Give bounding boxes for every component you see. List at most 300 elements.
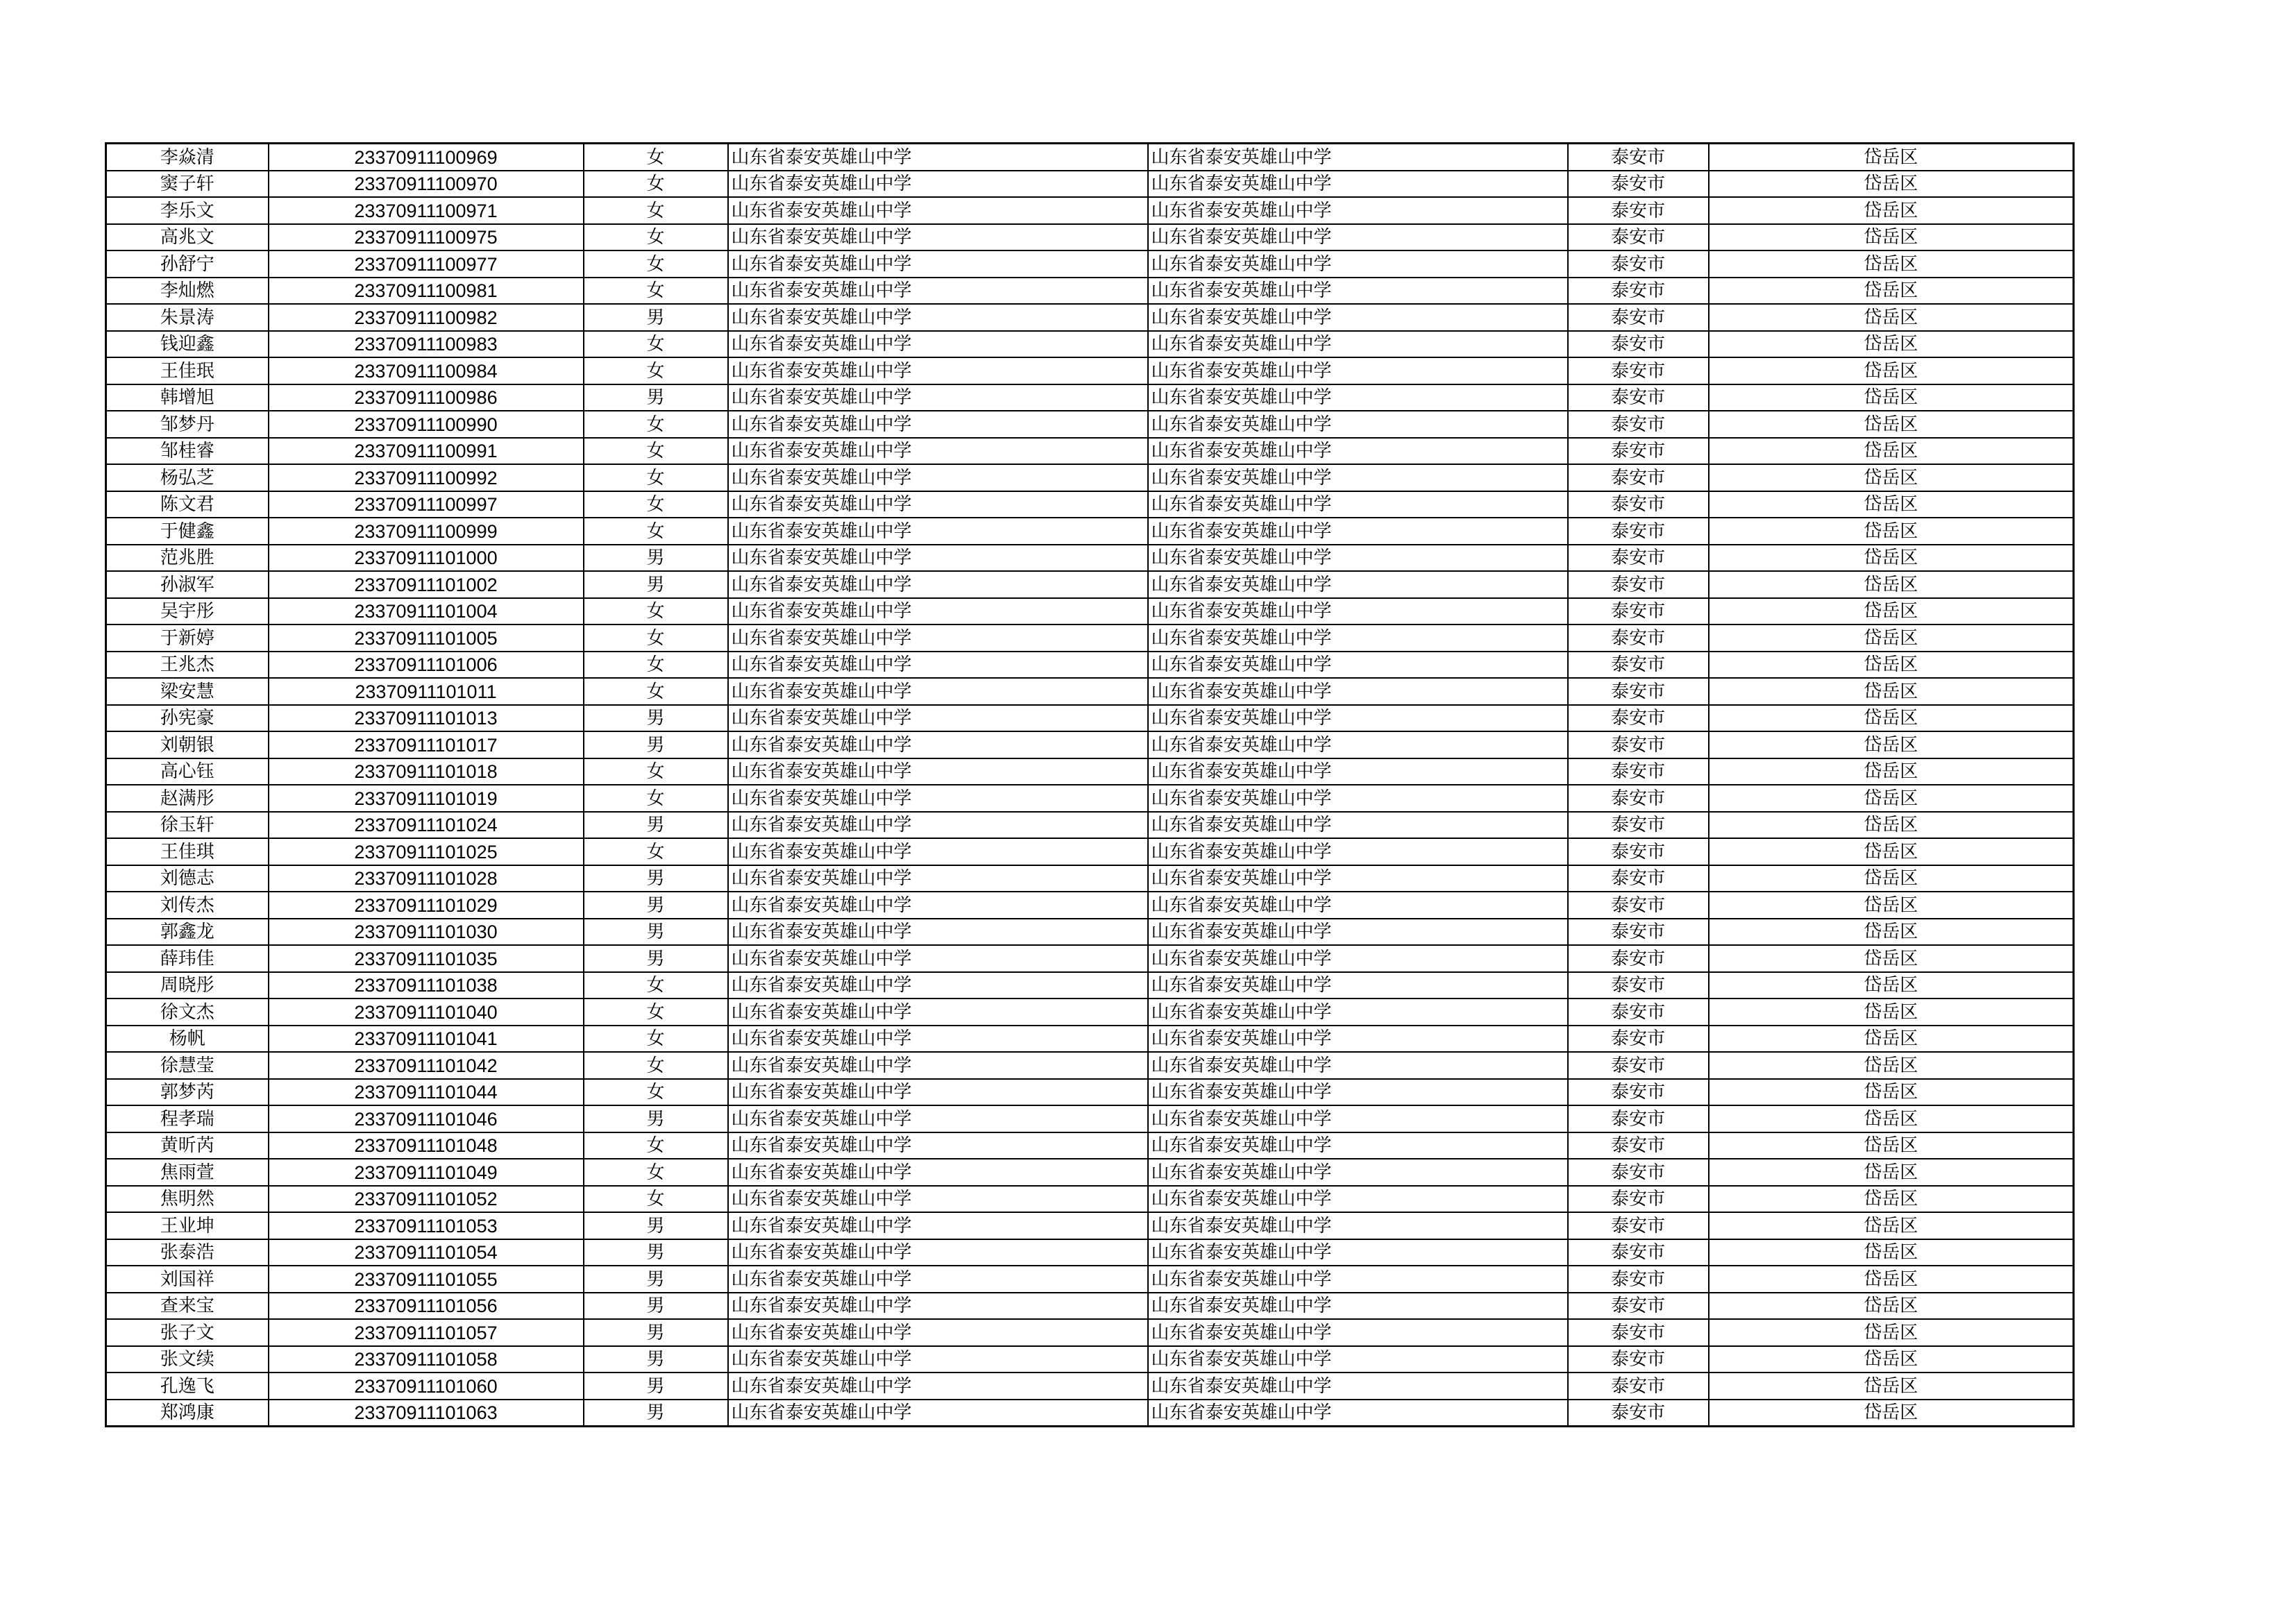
gender-cell: 女	[584, 464, 728, 491]
gender-cell: 女	[584, 491, 728, 518]
exam-number-cell: 23370911101024	[269, 812, 584, 839]
district-cell: 岱岳区	[1709, 1400, 2074, 1427]
table-row	[106, 1293, 2074, 1320]
city-cell: 泰安市	[1568, 785, 1709, 812]
student-name-cell: 焦明然	[106, 1186, 269, 1213]
table-row	[106, 571, 2074, 598]
district-cell: 岱岳区	[1709, 1239, 2074, 1266]
student-name-cell: 李乐文	[106, 197, 269, 224]
student-name-cell: 张文续	[106, 1346, 269, 1373]
exam-site-cell: 山东省泰安英雄山中学	[1148, 1186, 1568, 1213]
table-row	[106, 999, 2074, 1026]
district-cell: 岱岳区	[1709, 571, 2074, 598]
exam-number-cell: 23370911101004	[269, 598, 584, 625]
exam-site-cell: 山东省泰安英雄山中学	[1148, 1239, 1568, 1266]
gender-cell: 男	[584, 1293, 728, 1320]
district-cell: 岱岳区	[1709, 331, 2074, 358]
school-cell: 山东省泰安英雄山中学	[728, 1373, 1148, 1400]
city-cell: 泰安市	[1568, 571, 1709, 598]
school-cell: 山东省泰安英雄山中学	[728, 1105, 1148, 1132]
district-cell: 岱岳区	[1709, 1079, 2074, 1106]
city-cell: 泰安市	[1568, 892, 1709, 919]
table-row	[106, 652, 2074, 679]
district-cell: 岱岳区	[1709, 652, 2074, 679]
district-cell: 岱岳区	[1709, 250, 2074, 278]
exam-site-cell: 山东省泰安英雄山中学	[1148, 331, 1568, 358]
city-cell: 泰安市	[1568, 919, 1709, 946]
district-cell: 岱岳区	[1709, 384, 2074, 411]
student-name-cell: 于新婷	[106, 624, 269, 652]
school-cell: 山东省泰安英雄山中学	[728, 999, 1148, 1026]
roster-body	[106, 144, 2074, 1427]
district-cell: 岱岳区	[1709, 731, 2074, 758]
school-cell: 山东省泰安英雄山中学	[728, 624, 1148, 652]
city-cell: 泰安市	[1568, 1319, 1709, 1346]
city-cell: 泰安市	[1568, 812, 1709, 839]
gender-cell: 女	[584, 652, 728, 679]
gender-cell: 男	[584, 919, 728, 946]
table-row	[106, 919, 2074, 946]
city-cell: 泰安市	[1568, 464, 1709, 491]
exam-number-cell: 23370911101018	[269, 758, 584, 785]
exam-site-cell: 山东省泰安英雄山中学	[1148, 705, 1568, 732]
student-name-cell: 吴宇彤	[106, 598, 269, 625]
district-cell: 岱岳区	[1709, 224, 2074, 251]
student-name-cell: 徐慧莹	[106, 1052, 269, 1079]
exam-site-cell: 山东省泰安英雄山中学	[1148, 785, 1568, 812]
student-name-cell: 王兆杰	[106, 652, 269, 679]
school-cell: 山东省泰安英雄山中学	[728, 1293, 1148, 1320]
city-cell: 泰安市	[1568, 1105, 1709, 1132]
gender-cell: 女	[584, 411, 728, 438]
gender-cell: 女	[584, 785, 728, 812]
district-cell: 岱岳区	[1709, 1186, 2074, 1213]
district-cell: 岱岳区	[1709, 144, 2074, 171]
student-name-cell: 高心钰	[106, 758, 269, 785]
exam-site-cell: 山东省泰安英雄山中学	[1148, 491, 1568, 518]
gender-cell: 男	[584, 1266, 728, 1293]
school-cell: 山东省泰安英雄山中学	[728, 919, 1148, 946]
district-cell: 岱岳区	[1709, 1319, 2074, 1346]
exam-number-cell: 23370911100971	[269, 197, 584, 224]
student-name-cell: 于健鑫	[106, 518, 269, 545]
school-cell: 山东省泰安英雄山中学	[728, 1239, 1148, 1266]
table-row	[106, 838, 2074, 865]
gender-cell: 男	[584, 1373, 728, 1400]
city-cell: 泰安市	[1568, 1212, 1709, 1239]
exam-number-cell: 23370911100969	[269, 144, 584, 171]
gender-cell: 女	[584, 1026, 728, 1053]
city-cell: 泰安市	[1568, 1293, 1709, 1320]
city-cell: 泰安市	[1568, 331, 1709, 358]
exam-number-cell: 23370911101000	[269, 545, 584, 572]
city-cell: 泰安市	[1568, 1052, 1709, 1079]
school-cell: 山东省泰安英雄山中学	[728, 598, 1148, 625]
gender-cell: 男	[584, 571, 728, 598]
exam-site-cell: 山东省泰安英雄山中学	[1148, 571, 1568, 598]
gender-cell: 女	[584, 224, 728, 251]
exam-site-cell: 山东省泰安英雄山中学	[1148, 1079, 1568, 1106]
exam-number-cell: 23370911101054	[269, 1239, 584, 1266]
gender-cell: 女	[584, 331, 728, 358]
table-row	[106, 518, 2074, 545]
exam-number-cell: 23370911100997	[269, 491, 584, 518]
exam-number-cell: 23370911101028	[269, 865, 584, 892]
student-name-cell: 郭梦芮	[106, 1079, 269, 1106]
school-cell: 山东省泰安英雄山中学	[728, 518, 1148, 545]
school-cell: 山东省泰安英雄山中学	[728, 652, 1148, 679]
table-row	[106, 1132, 2074, 1159]
exam-number-cell: 23370911100981	[269, 278, 584, 305]
table-row	[106, 1319, 2074, 1346]
table-row	[106, 384, 2074, 411]
exam-number-cell: 23370911101025	[269, 838, 584, 865]
school-cell: 山东省泰安英雄山中学	[728, 278, 1148, 305]
exam-number-cell: 23370911101058	[269, 1346, 584, 1373]
exam-site-cell: 山东省泰安英雄山中学	[1148, 919, 1568, 946]
district-cell: 岱岳区	[1709, 1346, 2074, 1373]
exam-number-cell: 23370911100990	[269, 411, 584, 438]
gender-cell: 女	[584, 250, 728, 278]
student-name-cell: 焦雨萱	[106, 1159, 269, 1186]
gender-cell: 男	[584, 731, 728, 758]
exam-number-cell: 23370911101005	[269, 624, 584, 652]
exam-number-cell: 23370911100983	[269, 331, 584, 358]
exam-site-cell: 山东省泰安英雄山中学	[1148, 1346, 1568, 1373]
district-cell: 岱岳区	[1709, 785, 2074, 812]
exam-site-cell: 山东省泰安英雄山中学	[1148, 865, 1568, 892]
city-cell: 泰安市	[1568, 1346, 1709, 1373]
district-cell: 岱岳区	[1709, 945, 2074, 972]
district-cell: 岱岳区	[1709, 197, 2074, 224]
school-cell: 山东省泰安英雄山中学	[728, 171, 1148, 198]
school-cell: 山东省泰安英雄山中学	[728, 972, 1148, 999]
table-row	[106, 812, 2074, 839]
gender-cell: 男	[584, 1319, 728, 1346]
table-row	[106, 1239, 2074, 1266]
school-cell: 山东省泰安英雄山中学	[728, 331, 1148, 358]
exam-site-cell: 山东省泰安英雄山中学	[1148, 518, 1568, 545]
student-name-cell: 孙宪豪	[106, 705, 269, 732]
school-cell: 山东省泰安英雄山中学	[728, 1266, 1148, 1293]
gender-cell: 女	[584, 999, 728, 1026]
district-cell: 岱岳区	[1709, 678, 2074, 705]
exam-site-cell: 山东省泰安英雄山中学	[1148, 624, 1568, 652]
exam-number-cell: 23370911101011	[269, 678, 584, 705]
city-cell: 泰安市	[1568, 144, 1709, 171]
table-row	[106, 171, 2074, 198]
school-cell: 山东省泰安英雄山中学	[728, 1052, 1148, 1079]
table-row	[106, 892, 2074, 919]
district-cell: 岱岳区	[1709, 545, 2074, 572]
gender-cell: 女	[584, 171, 728, 198]
exam-site-cell: 山东省泰安英雄山中学	[1148, 678, 1568, 705]
table-row	[106, 250, 2074, 278]
student-name-cell: 薛玮佳	[106, 945, 269, 972]
student-name-cell: 程孝瑞	[106, 1105, 269, 1132]
exam-site-cell: 山东省泰安英雄山中学	[1148, 304, 1568, 331]
school-cell: 山东省泰安英雄山中学	[728, 1212, 1148, 1239]
table-row	[106, 491, 2074, 518]
gender-cell: 男	[584, 892, 728, 919]
district-cell: 岱岳区	[1709, 838, 2074, 865]
exam-site-cell: 山东省泰安英雄山中学	[1148, 464, 1568, 491]
gender-cell: 女	[584, 278, 728, 305]
gender-cell: 男	[584, 1239, 728, 1266]
exam-number-cell: 23370911101052	[269, 1186, 584, 1213]
school-cell: 山东省泰安英雄山中学	[728, 224, 1148, 251]
school-cell: 山东省泰安英雄山中学	[728, 838, 1148, 865]
gender-cell: 女	[584, 357, 728, 384]
exam-number-cell: 23370911101056	[269, 1293, 584, 1320]
student-name-cell: 刘朝银	[106, 731, 269, 758]
gender-cell: 女	[584, 1132, 728, 1159]
student-name-cell: 张泰浩	[106, 1239, 269, 1266]
exam-number-cell: 23370911101049	[269, 1159, 584, 1186]
gender-cell: 女	[584, 438, 728, 465]
district-cell: 岱岳区	[1709, 1026, 2074, 1053]
school-cell: 山东省泰安英雄山中学	[728, 1400, 1148, 1427]
student-name-cell: 徐文杰	[106, 999, 269, 1026]
school-cell: 山东省泰安英雄山中学	[728, 731, 1148, 758]
exam-number-cell: 23370911100992	[269, 464, 584, 491]
city-cell: 泰安市	[1568, 438, 1709, 465]
student-name-cell: 高兆文	[106, 224, 269, 251]
exam-number-cell: 23370911100991	[269, 438, 584, 465]
exam-number-cell: 23370911101040	[269, 999, 584, 1026]
exam-site-cell: 山东省泰安英雄山中学	[1148, 278, 1568, 305]
school-cell: 山东省泰安英雄山中学	[728, 357, 1148, 384]
city-cell: 泰安市	[1568, 1400, 1709, 1427]
table-row	[106, 278, 2074, 305]
exam-number-cell: 23370911101063	[269, 1400, 584, 1427]
student-name-cell: 王佳珉	[106, 357, 269, 384]
table-row	[106, 464, 2074, 491]
table-row	[106, 1186, 2074, 1213]
school-cell: 山东省泰安英雄山中学	[728, 1159, 1148, 1186]
gender-cell: 女	[584, 972, 728, 999]
exam-site-cell: 山东省泰安英雄山中学	[1148, 731, 1568, 758]
district-cell: 岱岳区	[1709, 1373, 2074, 1400]
city-cell: 泰安市	[1568, 1239, 1709, 1266]
student-name-cell: 孔逸飞	[106, 1373, 269, 1400]
student-name-cell: 杨弘芝	[106, 464, 269, 491]
district-cell: 岱岳区	[1709, 812, 2074, 839]
district-cell: 岱岳区	[1709, 1266, 2074, 1293]
city-cell: 泰安市	[1568, 411, 1709, 438]
city-cell: 泰安市	[1568, 624, 1709, 652]
gender-cell: 女	[584, 518, 728, 545]
table-row	[106, 972, 2074, 999]
gender-cell: 男	[584, 865, 728, 892]
city-cell: 泰安市	[1568, 250, 1709, 278]
exam-site-cell: 山东省泰安英雄山中学	[1148, 1319, 1568, 1346]
student-name-cell: 邹桂睿	[106, 438, 269, 465]
school-cell: 山东省泰安英雄山中学	[728, 144, 1148, 171]
exam-number-cell: 23370911101048	[269, 1132, 584, 1159]
exam-number-cell: 23370911101041	[269, 1026, 584, 1053]
district-cell: 岱岳区	[1709, 972, 2074, 999]
school-cell: 山东省泰安英雄山中学	[728, 705, 1148, 732]
district-cell: 岱岳区	[1709, 357, 2074, 384]
city-cell: 泰安市	[1568, 304, 1709, 331]
student-name-cell: 赵满彤	[106, 785, 269, 812]
student-roster-table	[105, 142, 2075, 1427]
student-name-cell: 刘德志	[106, 865, 269, 892]
gender-cell: 男	[584, 1400, 728, 1427]
student-name-cell: 陈文君	[106, 491, 269, 518]
exam-number-cell: 23370911101002	[269, 571, 584, 598]
exam-site-cell: 山东省泰安英雄山中学	[1148, 1052, 1568, 1079]
exam-number-cell: 23370911101042	[269, 1052, 584, 1079]
exam-site-cell: 山东省泰安英雄山中学	[1148, 652, 1568, 679]
exam-site-cell: 山东省泰安英雄山中学	[1148, 250, 1568, 278]
city-cell: 泰安市	[1568, 758, 1709, 785]
exam-number-cell: 23370911101030	[269, 919, 584, 946]
city-cell: 泰安市	[1568, 838, 1709, 865]
city-cell: 泰安市	[1568, 1266, 1709, 1293]
student-name-cell: 梁安慧	[106, 678, 269, 705]
student-name-cell: 范兆胜	[106, 545, 269, 572]
city-cell: 泰安市	[1568, 384, 1709, 411]
school-cell: 山东省泰安英雄山中学	[728, 304, 1148, 331]
exam-site-cell: 山东省泰安英雄山中学	[1148, 411, 1568, 438]
city-cell: 泰安市	[1568, 491, 1709, 518]
district-cell: 岱岳区	[1709, 598, 2074, 625]
exam-site-cell: 山东省泰安英雄山中学	[1148, 838, 1568, 865]
district-cell: 岱岳区	[1709, 999, 2074, 1026]
city-cell: 泰安市	[1568, 171, 1709, 198]
school-cell: 山东省泰安英雄山中学	[728, 758, 1148, 785]
city-cell: 泰安市	[1568, 972, 1709, 999]
city-cell: 泰安市	[1568, 1373, 1709, 1400]
student-name-cell: 邹梦丹	[106, 411, 269, 438]
exam-number-cell: 23370911100970	[269, 171, 584, 198]
student-name-cell: 查来宝	[106, 1293, 269, 1320]
school-cell: 山东省泰安英雄山中学	[728, 892, 1148, 919]
student-name-cell: 韩增旭	[106, 384, 269, 411]
gender-cell: 女	[584, 1186, 728, 1213]
exam-site-cell: 山东省泰安英雄山中学	[1148, 1400, 1568, 1427]
exam-number-cell: 23370911100982	[269, 304, 584, 331]
exam-number-cell: 23370911100977	[269, 250, 584, 278]
exam-number-cell: 23370911100975	[269, 224, 584, 251]
district-cell: 岱岳区	[1709, 304, 2074, 331]
school-cell: 山东省泰安英雄山中学	[728, 197, 1148, 224]
city-cell: 泰安市	[1568, 545, 1709, 572]
table-row	[106, 705, 2074, 732]
school-cell: 山东省泰安英雄山中学	[728, 491, 1148, 518]
school-cell: 山东省泰安英雄山中学	[728, 1079, 1148, 1106]
exam-site-cell: 山东省泰安英雄山中学	[1148, 812, 1568, 839]
gender-cell: 女	[584, 1079, 728, 1106]
gender-cell: 女	[584, 624, 728, 652]
exam-site-cell: 山东省泰安英雄山中学	[1148, 1026, 1568, 1053]
table-row	[106, 1266, 2074, 1293]
student-name-cell: 孙淑军	[106, 571, 269, 598]
table-row	[106, 1346, 2074, 1373]
exam-site-cell: 山东省泰安英雄山中学	[1148, 1212, 1568, 1239]
table-row	[106, 144, 2074, 171]
exam-number-cell: 23370911101006	[269, 652, 584, 679]
table-row	[106, 224, 2074, 251]
school-cell: 山东省泰安英雄山中学	[728, 785, 1148, 812]
district-cell: 岱岳区	[1709, 1293, 2074, 1320]
student-name-cell: 窦子轩	[106, 171, 269, 198]
exam-number-cell: 23370911101017	[269, 731, 584, 758]
exam-site-cell: 山东省泰安英雄山中学	[1148, 1293, 1568, 1320]
city-cell: 泰安市	[1568, 705, 1709, 732]
table-row	[106, 357, 2074, 384]
table-row	[106, 438, 2074, 465]
student-name-cell: 徐玉轩	[106, 812, 269, 839]
exam-number-cell: 23370911101019	[269, 785, 584, 812]
table-row	[106, 865, 2074, 892]
table-row	[106, 1026, 2074, 1053]
district-cell: 岱岳区	[1709, 518, 2074, 545]
gender-cell: 男	[584, 1105, 728, 1132]
district-cell: 岱岳区	[1709, 1132, 2074, 1159]
table-row	[106, 411, 2074, 438]
city-cell: 泰安市	[1568, 278, 1709, 305]
exam-number-cell: 23370911101029	[269, 892, 584, 919]
exam-number-cell: 23370911100984	[269, 357, 584, 384]
student-name-cell: 王佳琪	[106, 838, 269, 865]
exam-site-cell: 山东省泰安英雄山中学	[1148, 171, 1568, 198]
school-cell: 山东省泰安英雄山中学	[728, 1346, 1148, 1373]
district-cell: 岱岳区	[1709, 892, 2074, 919]
district-cell: 岱岳区	[1709, 278, 2074, 305]
gender-cell: 女	[584, 197, 728, 224]
exam-site-cell: 山东省泰安英雄山中学	[1148, 972, 1568, 999]
gender-cell: 男	[584, 945, 728, 972]
district-cell: 岱岳区	[1709, 491, 2074, 518]
city-cell: 泰安市	[1568, 999, 1709, 1026]
exam-number-cell: 23370911101044	[269, 1079, 584, 1106]
table-row	[106, 598, 2074, 625]
school-cell: 山东省泰安英雄山中学	[728, 1186, 1148, 1213]
student-name-cell: 王业坤	[106, 1212, 269, 1239]
school-cell: 山东省泰安英雄山中学	[728, 812, 1148, 839]
exam-site-cell: 山东省泰安英雄山中学	[1148, 144, 1568, 171]
exam-number-cell: 23370911101046	[269, 1105, 584, 1132]
gender-cell: 女	[584, 1159, 728, 1186]
school-cell: 山东省泰安英雄山中学	[728, 545, 1148, 572]
school-cell: 山东省泰安英雄山中学	[728, 464, 1148, 491]
city-cell: 泰安市	[1568, 1132, 1709, 1159]
school-cell: 山东省泰安英雄山中学	[728, 384, 1148, 411]
city-cell: 泰安市	[1568, 197, 1709, 224]
student-name-cell: 刘传杰	[106, 892, 269, 919]
city-cell: 泰安市	[1568, 678, 1709, 705]
district-cell: 岱岳区	[1709, 438, 2074, 465]
district-cell: 岱岳区	[1709, 1052, 2074, 1079]
student-name-cell: 朱景涛	[106, 304, 269, 331]
exam-site-cell: 山东省泰安英雄山中学	[1148, 224, 1568, 251]
exam-number-cell: 23370911101055	[269, 1266, 584, 1293]
gender-cell: 女	[584, 1052, 728, 1079]
city-cell: 泰安市	[1568, 1159, 1709, 1186]
district-cell: 岱岳区	[1709, 411, 2074, 438]
district-cell: 岱岳区	[1709, 1105, 2074, 1132]
school-cell: 山东省泰安英雄山中学	[728, 1026, 1148, 1053]
exam-site-cell: 山东省泰安英雄山中学	[1148, 999, 1568, 1026]
table-row	[106, 678, 2074, 705]
table-row	[106, 545, 2074, 572]
gender-cell: 女	[584, 758, 728, 785]
table-row	[106, 624, 2074, 652]
exam-site-cell: 山东省泰安英雄山中学	[1148, 1132, 1568, 1159]
